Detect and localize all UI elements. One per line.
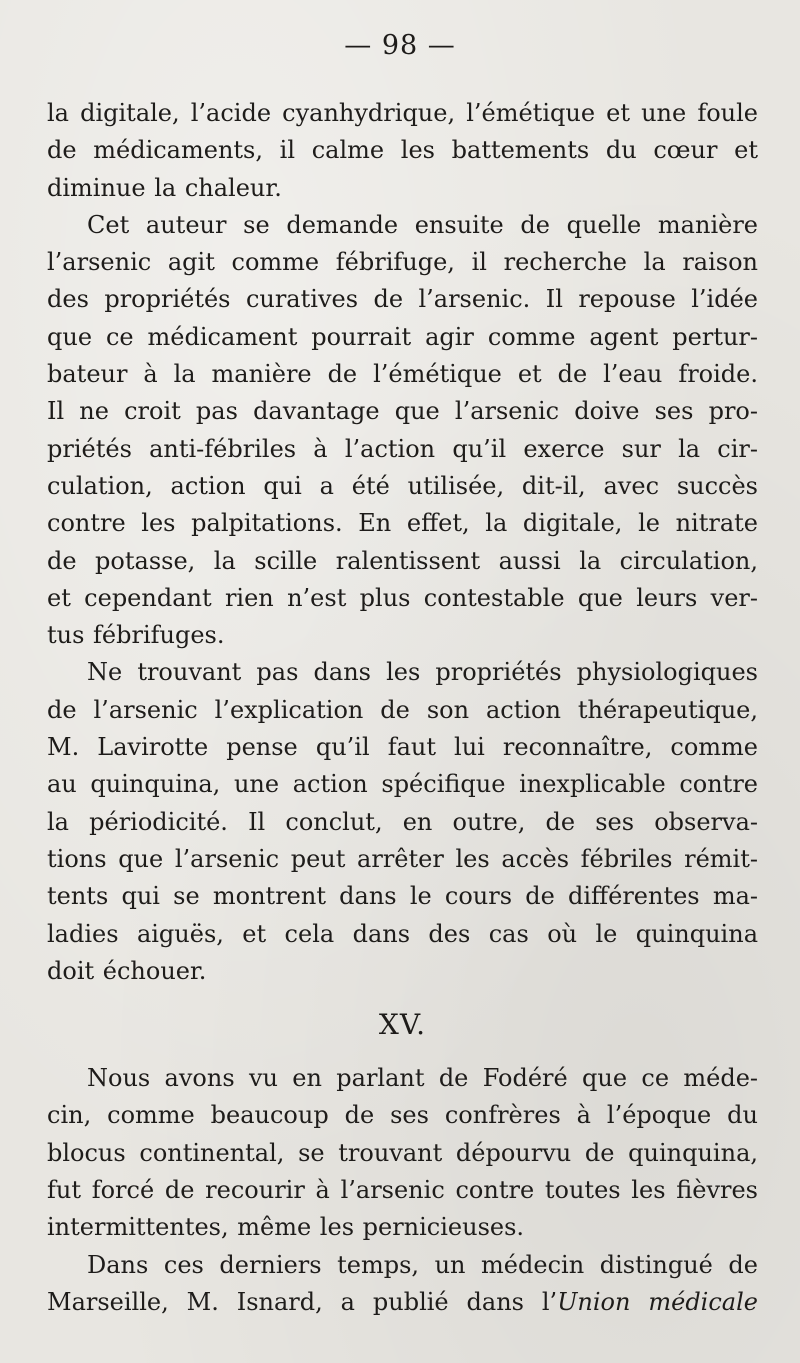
text-line: culation, action qui a été utilisée, dit-il, avec succès bbox=[47, 471, 758, 500]
text-line: que ce médicament pourrait agir comme agent pertur- bbox=[47, 322, 758, 351]
text-line: la périodicité. Il conclut, en outre, de ses observa- bbox=[47, 807, 758, 836]
text-line: priétés anti-fébriles à l’action qu’il exerce sur la cir- bbox=[47, 434, 758, 463]
paragraph bbox=[47, 1060, 758, 1246]
paragraph bbox=[47, 1247, 758, 1322]
paragraphs-before-heading bbox=[47, 95, 758, 990]
text-line: intermittentes, même les pernicieuses. bbox=[47, 1213, 525, 1242]
paragraph bbox=[47, 654, 758, 990]
text-line: Dans ces derniers temps, un médecin distingué de bbox=[87, 1250, 758, 1279]
paragraph bbox=[47, 95, 758, 207]
text-line: fut forcé de recourir à l’arsenic contre toutes les fièvres bbox=[47, 1176, 758, 1205]
paragraphs-after-heading bbox=[47, 1060, 758, 1321]
text-line: ladies aiguës, et cela dans des cas où le quinquina bbox=[47, 919, 758, 948]
text-line: bateur à la manière de l’émétique et de l’eau froide. bbox=[47, 360, 758, 389]
text-line: de médicaments, il calme les battements du cœur et bbox=[47, 136, 758, 165]
text-line bbox=[47, 1284, 758, 1321]
text-line: de l’arsenic l’explication de son action thérapeutique, bbox=[47, 695, 758, 724]
text-line-prefix: Marseille, M. Isnard, a publié dans l’ bbox=[47, 1287, 558, 1316]
text-line: l’arsenic agit comme fébrifuge, il recherche la raison bbox=[47, 248, 758, 277]
body-text bbox=[47, 95, 758, 1321]
text-line: des propriétés curatives de l’arsenic. Il repouse l’idée bbox=[47, 285, 758, 314]
text-line: tus fébrifuges. bbox=[47, 621, 225, 650]
text-line: tions que l’arsenic peut arrêter les accès fébriles rémit- bbox=[47, 844, 758, 873]
text-line: au quinquina, une action spécifique inexplicable contre bbox=[47, 770, 758, 799]
text-line: Nous avons vu en parlant de Fodéré que ce méde- bbox=[87, 1064, 758, 1093]
text-line: et cependant rien n’est plus contestable que leurs ver- bbox=[47, 583, 758, 612]
text-line: cin, comme beaucoup de ses confrères à l’époque du bbox=[47, 1101, 758, 1130]
text-line: diminue la chaleur. bbox=[47, 173, 282, 202]
text-line: Il ne croit pas davantage que l’arsenic doive ses pro- bbox=[47, 397, 758, 426]
text-line: tents qui se montrent dans le cours de différentes ma- bbox=[47, 882, 758, 911]
text-line: doit échouer. bbox=[47, 956, 207, 985]
page-number: — 98 — bbox=[344, 30, 456, 61]
paragraph bbox=[47, 207, 758, 655]
text-line: M. Lavirotte pense qu’il faut lui reconnaître, comme bbox=[47, 733, 758, 762]
text-line: Ne trouvant pas dans les propriétés physiologiques bbox=[87, 658, 758, 687]
section-heading: XV. bbox=[378, 1008, 427, 1042]
journal-title-italic: Union médicale bbox=[557, 1287, 758, 1316]
text-line: de potasse, la scille ralentissent aussi la circulation, bbox=[47, 546, 758, 575]
text-line: contre les palpitations. En effet, la digitale, le nitrate bbox=[47, 509, 758, 538]
text-line: Cet auteur se demande ensuite de quelle manière bbox=[87, 210, 758, 239]
text-line: la digitale, l’acide cyanhydrique, l’émétique et une foule bbox=[47, 99, 758, 127]
text-line: blocus continental, se trouvant dépourvu de quinquina, bbox=[47, 1138, 758, 1167]
